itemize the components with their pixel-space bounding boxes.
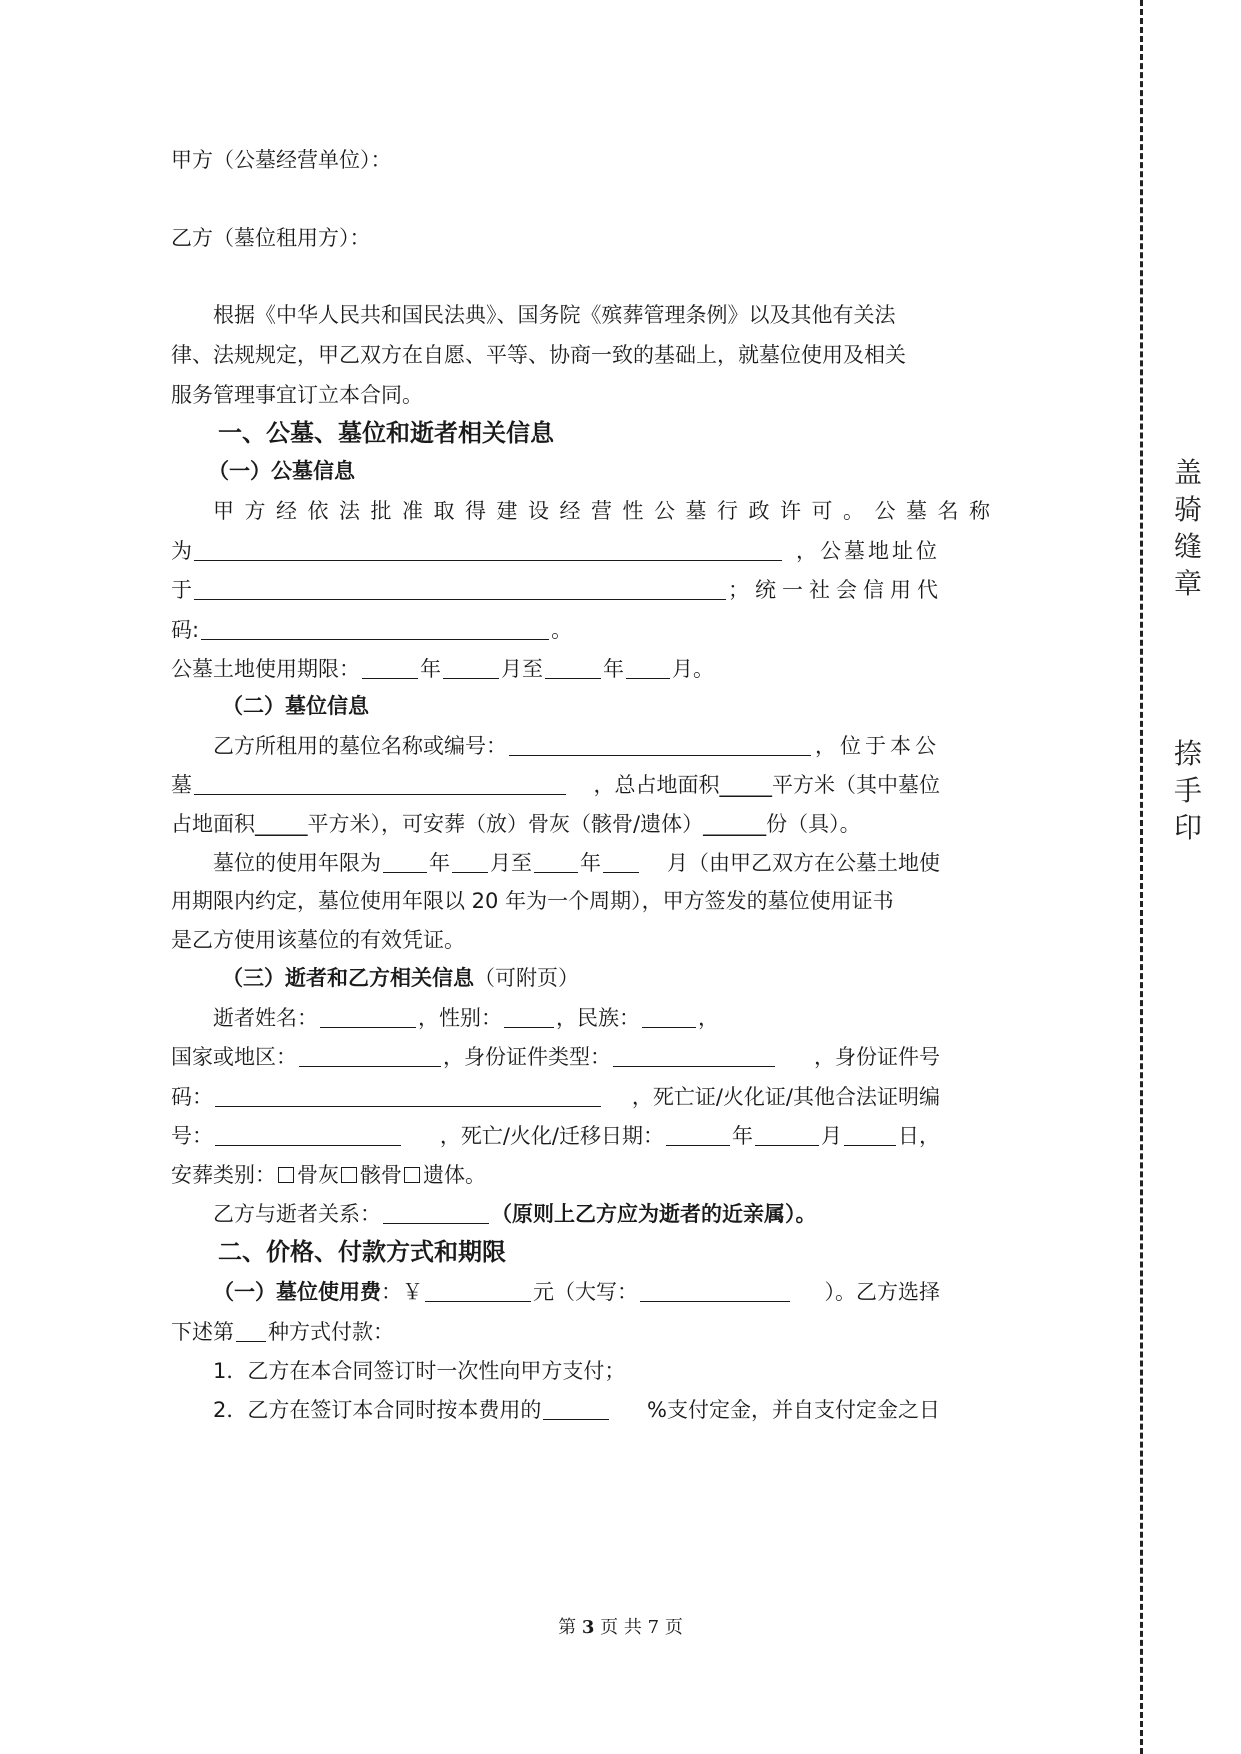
- id-type-blank[interactable]: [613, 1044, 775, 1067]
- plot-number-blank[interactable]: [509, 733, 811, 756]
- preamble-line-2: 律、法规规定，甲乙双方在自愿、平等、协商一致的基础上，就墓位使用及相关: [171, 343, 906, 367]
- plot-use-term-line: 墓位的使用年限为 年 月至 年 月（由甲乙双方在公墓土地使: [213, 851, 940, 875]
- party-a-label: 甲方（公墓经营单位）：: [171, 148, 392, 172]
- land-end-month-blank[interactable]: [626, 656, 670, 679]
- subsection-1-2-title: （二）墓位信息: [222, 694, 369, 718]
- subsection-1-3-title: （三）逝者和乙方相关信息（可附页）: [222, 966, 579, 990]
- death-date-line: 号： ，死亡/火化/迁移日期： 年 月 日，: [171, 1124, 940, 1148]
- death-day-blank[interactable]: [844, 1123, 896, 1146]
- death-month-blank[interactable]: [755, 1123, 819, 1146]
- credit-code-blank[interactable]: [201, 617, 549, 640]
- remains-checkbox[interactable]: [404, 1167, 420, 1183]
- id-number-blank[interactable]: [215, 1084, 601, 1107]
- land-end-year-blank[interactable]: [545, 656, 601, 679]
- plot-start-year-blank[interactable]: [383, 850, 427, 873]
- section-2-title: 二、价格、付款方式和期限: [218, 1238, 506, 1266]
- cross-page-seal-note: 盖 骑 缝 章: [1173, 456, 1202, 600]
- plot-number-line: 乙方所租用的墓位名称或编号： ，位于本公: [213, 734, 940, 758]
- plot-end-year-blank[interactable]: [534, 850, 578, 873]
- page-number: 第 3 页 共 7 页: [558, 1617, 683, 1638]
- bones-checkbox[interactable]: [341, 1167, 357, 1183]
- plot-area-line: 墓 ，总占地面积_____平方米（其中墓位: [171, 773, 940, 797]
- payment-item-2: 2．乙方在签订本合同时按本费用的 %支付定金，并自支付定金之日: [213, 1398, 940, 1422]
- fee-amount-blank[interactable]: [425, 1279, 531, 1302]
- land-start-year-blank[interactable]: [362, 656, 418, 679]
- plot-period-line: 用期限内约定，墓位使用年限以 20 年为一个周期），甲方签发的墓位使用证书: [171, 889, 894, 913]
- country-blank[interactable]: [299, 1044, 441, 1067]
- fee-uppercase-blank[interactable]: [640, 1279, 790, 1302]
- payment-option-blank[interactable]: [236, 1319, 266, 1342]
- plot-burial-capacity-line: 占地面积_____平方米），可安葬（放）骨灰（骸骨/遗体）______份（具）。: [171, 812, 861, 836]
- subsection-1-1-title: （一）公墓信息: [208, 459, 355, 483]
- deposit-percent-blank[interactable]: [543, 1397, 609, 1420]
- plot-start-month-blank[interactable]: [452, 850, 488, 873]
- cut-line: [1140, 0, 1143, 1754]
- plot-certificate-line: 是乙方使用该墓位的有效凭证。: [171, 928, 465, 952]
- certificate-number-blank[interactable]: [215, 1123, 401, 1146]
- death-year-blank[interactable]: [666, 1123, 730, 1146]
- land-use-term-line: 公墓土地使用期限： 年 月至 年 月。: [171, 657, 714, 681]
- payment-option-line: 下述第 种方式付款：: [171, 1320, 394, 1344]
- ethnicity-blank[interactable]: [642, 1005, 696, 1028]
- plot-end-month-blank[interactable]: [603, 850, 639, 873]
- cemetery-address-blank[interactable]: [194, 577, 726, 600]
- land-start-month-blank[interactable]: [443, 656, 499, 679]
- relationship-blank[interactable]: [383, 1201, 489, 1224]
- id-number-line: 码： ，死亡证/火化证/其他合法证明编: [171, 1085, 940, 1109]
- cemetery-name-line: 为 ，公墓地址位: [171, 539, 940, 563]
- ashes-checkbox[interactable]: [278, 1167, 294, 1183]
- relationship-line: 乙方与逝者关系： （原则上乙方应为逝者的近亲属）。: [213, 1202, 817, 1226]
- plot-location-blank[interactable]: [194, 772, 566, 795]
- cemetery-license-line: 甲方经依法批准取得建设经营性公墓行政许可。公墓名称: [213, 499, 1001, 523]
- preamble-line-3: 服务管理事宜订立本合同。: [171, 383, 423, 407]
- id-type-line: 国家或地区： ，身份证件类型： ，身份证件号: [171, 1045, 940, 1069]
- cemetery-name-blank[interactable]: [194, 538, 782, 561]
- plot-fee-line: （一）墓位使用费：￥ 元（大写： ）。乙方选择: [213, 1280, 940, 1304]
- gender-blank[interactable]: [504, 1005, 554, 1028]
- party-b-label: 乙方（墓位租用方）：: [171, 226, 371, 250]
- deceased-name-line: 逝者姓名： ，性别： ，民族： ，: [213, 1006, 719, 1030]
- credit-code-line: 码: 。: [171, 618, 573, 642]
- deceased-name-blank[interactable]: [320, 1005, 416, 1028]
- preamble-line-1: 根据《中华人民共和国民法典》、国务院《殡葬管理条例》以及其他有关法: [213, 303, 896, 327]
- cemetery-address-line: 于 ；统一社会信用代: [171, 578, 944, 602]
- fingerprint-note: 捺 手 印: [1173, 737, 1202, 844]
- section-1-title: 一、公墓、墓位和逝者相关信息: [218, 419, 554, 447]
- burial-type-line: 安葬类别： 骨灰 骸骨 遗体。: [171, 1163, 486, 1187]
- payment-item-1: 1．乙方在本合同签订时一次性向甲方支付；: [213, 1359, 626, 1383]
